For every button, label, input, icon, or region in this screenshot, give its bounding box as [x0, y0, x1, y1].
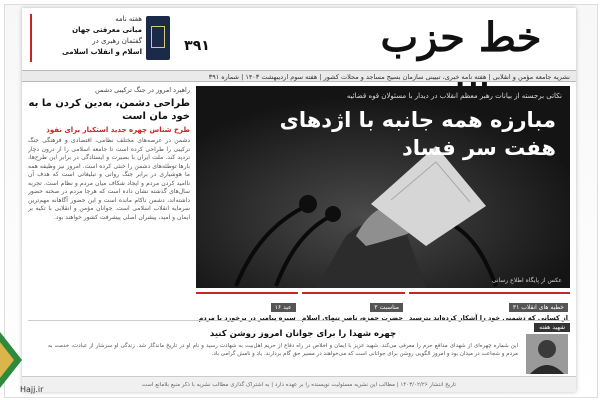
hero-feature: [196, 86, 570, 288]
hero-title: مبارزه همه جانبه با اژدهای هفت سر فساد: [279, 108, 556, 160]
martyr-text: این شماره چهره‌ای از شهدای مدافع حرم را معرفی می‌کند. شهید عزیز با ایمان و اخلاص در راه دفاع از حریم اهل‌بیت به شهادت رسید و نام او در تاریخ ماندگار شد. زندگی او سرشار از عبادت، خدمت به مردم و شجاعت در میدان بود و امروز الگویی روشن برای جوانانی است که می‌خواهند در مسیر حق گام بردارند. یاد و نامش گرامی باد.: [48, 343, 518, 357]
emblem-icon: [146, 16, 170, 60]
martyr-badge: شهید هفته: [534, 323, 570, 332]
hero-caption: عکس از پایگاه اطلاع رسانی: [491, 277, 562, 284]
headline-section: خطبه های انقلاب ۳۱: [509, 303, 568, 312]
headline-section: عید ۱۶: [271, 303, 296, 312]
headline-text: از کسانی که دشمنی خود را آشکار کرده‌اند بترسید: [409, 314, 568, 322]
watermark: [0, 332, 50, 396]
masthead-tagline-box: [30, 14, 142, 62]
headline-item[interactable]: [196, 292, 298, 322]
headline-item[interactable]: [301, 292, 405, 322]
tagline-4: اسلام و انقلاب اسلامی: [62, 48, 142, 56]
tagline-1: هفته نامه: [115, 15, 142, 23]
newspaper-page: [22, 8, 576, 392]
headline-text: حضرت حمزه، ناصر تنهای اسلام: [301, 314, 404, 322]
martyr-photo: [526, 334, 568, 374]
tagline-3: گفتمان رهبری در: [92, 37, 142, 45]
headline-text: سیره پیامبر در برخورد با مردم: [198, 314, 296, 322]
issue-number: ۳۹۱: [184, 38, 210, 54]
left-article-subhead: طرح شناس چهره جدید استکبار برای نفوذ: [46, 126, 190, 134]
masthead-logo: خط حزب: [380, 14, 542, 61]
hero-kicker: نکاتی برجسته از بیانات رهبر معظم انقلاب در دیدار با مسئولان قوه قضائیه: [346, 92, 562, 100]
headline-section: مناسبت ۳: [370, 303, 403, 312]
martyr-title: چهره شهدا را برای جوانان امروز روشن کنید: [209, 329, 397, 339]
martyr-section: [28, 320, 570, 375]
left-article-title: طراحی دشمن، به‌دین کردن ما به خود مان است: [28, 98, 190, 122]
masthead: [22, 8, 576, 70]
portrait-icon: [526, 334, 568, 374]
headlines-band: [196, 292, 570, 322]
left-article-kicker: راهبرد امروز در جنگ ترکیبی دشمن: [94, 86, 190, 94]
left-article: [28, 86, 190, 310]
tagline-2: مبانی معرفتی جهان: [72, 26, 142, 34]
page-footer: تاریخ انتشار ۱۴۰۳/۰۲/۲۶ | مطالب این نشریه مسئولیت نویسنده را بر عهده دارد | به اشتراک گذاری مطالب نشریه با ذکر منبع بلامانع است: [22, 376, 576, 392]
hajj-logo-icon: [0, 332, 30, 388]
issue-info-strip: نشریه جامعه مؤمن و انقلابی | هفته نامه خبری، تبیینی سازمان بسیج مساجد و محلات کشور | هفته سوم اردیبهشت ۱۴۰۳ | شماره ۳۹۱: [22, 70, 576, 82]
headline-item[interactable]: [409, 292, 570, 322]
left-article-body: دشمن در عرصه‌های مختلف نظامی، اقتصادی و فرهنگی جنگ ترکیبی را طراحی کرده است تا جامعه اسلامی را از درون دچار تردید کند. ملت ایران با بصیرت و ایستادگی در برابر این طرح‌ها، بارها توطئه‌های دشمن را خنثی کرده است. امروز نیز وظیفه همه ما هوشیاری در برابر جنگ روانی و تبلیغاتی است که هدف آن ناامید کردن مردم و ایجاد شکاف میان مردم و نظام است. تجربه سال‌های گذشته نشان داده است که هرجا مردم در صحنه حضور داشته‌اند، دشمن ناکام مانده است و این حضور آگاهانه مهم‌ترین سرمایه انقلاب اسلامی است. جوانان مؤمن و انقلابی با تکیه بر ایمان و امید، پیشران اصلی پیشرفت کشور خواهند بود.: [28, 137, 190, 221]
watermark-text: Hajj.ir: [20, 385, 44, 394]
